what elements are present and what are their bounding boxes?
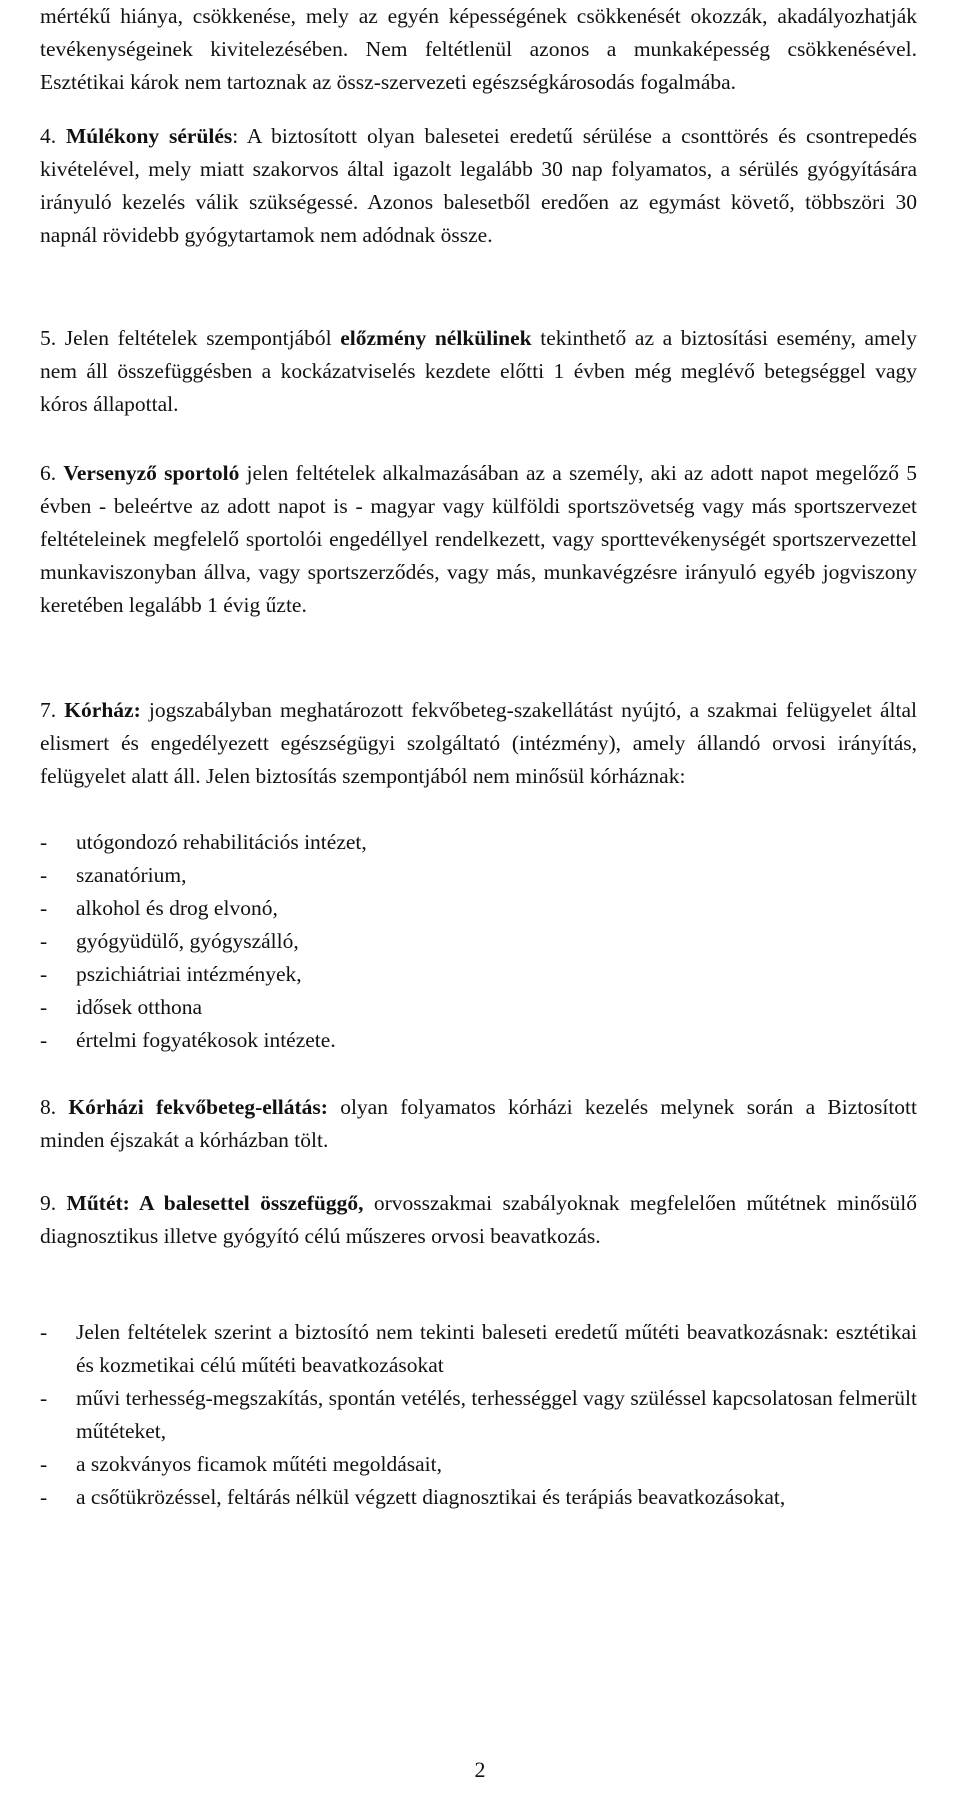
term-korhaz: Kórház: <box>64 698 141 722</box>
item-number: 5. <box>40 326 57 350</box>
list-item: - művi terhesség-megszakítás, spontán vetélés, terhességgel vagy szüléssel kapcsolatosan felmerült műtéteket, <box>40 1386 917 1443</box>
term-mulekony-serules: Múlékony sérülés <box>65 124 233 148</box>
definition-item-6 <box>40 457 917 622</box>
definition-text: olyan folyamatos kórházi kezelés melynek során a Biztosított minden éjszakát a kórházban tölt. <box>40 1095 918 1152</box>
hospital-exclusion-list <box>40 826 917 1057</box>
item-number: 4. <box>40 124 57 148</box>
intro-paragraph: mértékű hiánya, csökkenése, mely az egyén képességének csökkenését okozzák, akadályozhatják tevékenységeinek kivitelezésében. Nem feltétlenül azonos a munkaképesség csökkenésével. Esztétikai károk nem tartoznak az össz-szervezeti egészségkárosodás fogalmába. <box>40 4 917 94</box>
definition-text: jelen feltételek alkalmazásában az a személy, aki az adott napot megelőző 5 évben - beleértve az adott napot is - magyar vagy külföldi sportszövetség vagy más sportszervezet feltételeinek megfelelő sportolói engedéllyel rendelkezett, vagy sporttevékenységét sportszervezettel munkaviszonyban állva, vagy sportszerződés, vagy más, munkavégzésre irányuló egyéb jogviszony keretében legalább 1 évig űzte. <box>40 461 917 617</box>
term-mutet: Műtét: A balesettel összefüggő, <box>66 1191 364 1215</box>
list-item: - a csőtükrözéssel, feltárás nélkül végzett diagnosztikai és terápiás beavatkozásokat, <box>40 1485 786 1509</box>
definition-item-9 <box>40 1187 917 1253</box>
item-number: 7. <box>40 698 57 722</box>
item-number: 9. <box>40 1191 57 1215</box>
item-number: 8. <box>40 1095 57 1119</box>
definition-text: tekinthető az a biztosítási esemény, amely nem áll összefüggésben a kockázatviselés kezdete előtti 1 évben még meglévő betegséggel vagy kóros állapottal. <box>40 326 917 416</box>
surgery-exclusion-list <box>40 1316 917 1514</box>
list-item: - Jelen feltételek szerint a biztosító nem tekinti baleseti eredetű műtéti beavatkozásnak: esztétikai és kozmetikai célú műtéti beavatkozásokat <box>40 1320 917 1377</box>
list-item: - idősek otthona <box>40 995 202 1019</box>
term-elozmeny-nelkulinek: előzmény nélkülinek <box>340 326 532 350</box>
list-item: - utógondozó rehabilitációs intézet, <box>40 830 367 854</box>
definition-item-5 <box>40 322 917 421</box>
definition-text: jogszabályban meghatározott fekvőbeteg-szakellátást nyújtó, a szakmai felügyelet által elismert és engedélyezett egészségügyi szolgáltató (intézmény), amely állandó orvosi irányítás, felügyelet alatt áll. Jelen biztosítás szempontjából nem minősül kórháznak: <box>40 698 918 788</box>
definition-text: : A biztosított olyan balesetei eredetű sérülése a csonttörés és csontrepedés kivételével, mely miatt szakorvos által igazolt legalább 30 nap folyamatos, a sérülés gyógyítására irányuló kezelés válik szükségessé. Azonos balesetből eredően az egymást követő, többszöri 30 napnál rövidebb gyógytartamok nem adódnak össze. <box>40 124 917 247</box>
term-korhazi-fekvobeteg-ellatas: Kórházi fekvőbeteg-ellátás: <box>68 1095 328 1119</box>
list-item: - pszichiátriai intézmények, <box>40 962 302 986</box>
definition-pre-text: Jelen feltételek szempontjából <box>64 326 341 350</box>
definition-text: orvosszakmai szabályoknak megfelelően műtétnek minősülő diagnosztikus illetve gyógyító célú műszeres orvosi beavatkozás. <box>40 1191 917 1248</box>
list-item: - szanatórium, <box>40 863 187 887</box>
list-item: - gyógyüdülő, gyógyszálló, <box>40 929 299 953</box>
page-number: 2 <box>474 1757 486 1782</box>
term-versenyzo-sportolo: Versenyző sportoló <box>63 461 240 485</box>
list-item: - alkohol és drog elvonó, <box>40 896 278 920</box>
definition-item-4 <box>40 120 917 252</box>
item-number: 6. <box>40 461 57 485</box>
list-item: - értelmi fogyatékosok intézete. <box>40 1028 336 1052</box>
definition-item-8 <box>40 1091 917 1157</box>
definition-item-7 <box>40 694 917 793</box>
list-item: - a szokványos ficamok műtéti megoldásait, <box>40 1452 443 1476</box>
